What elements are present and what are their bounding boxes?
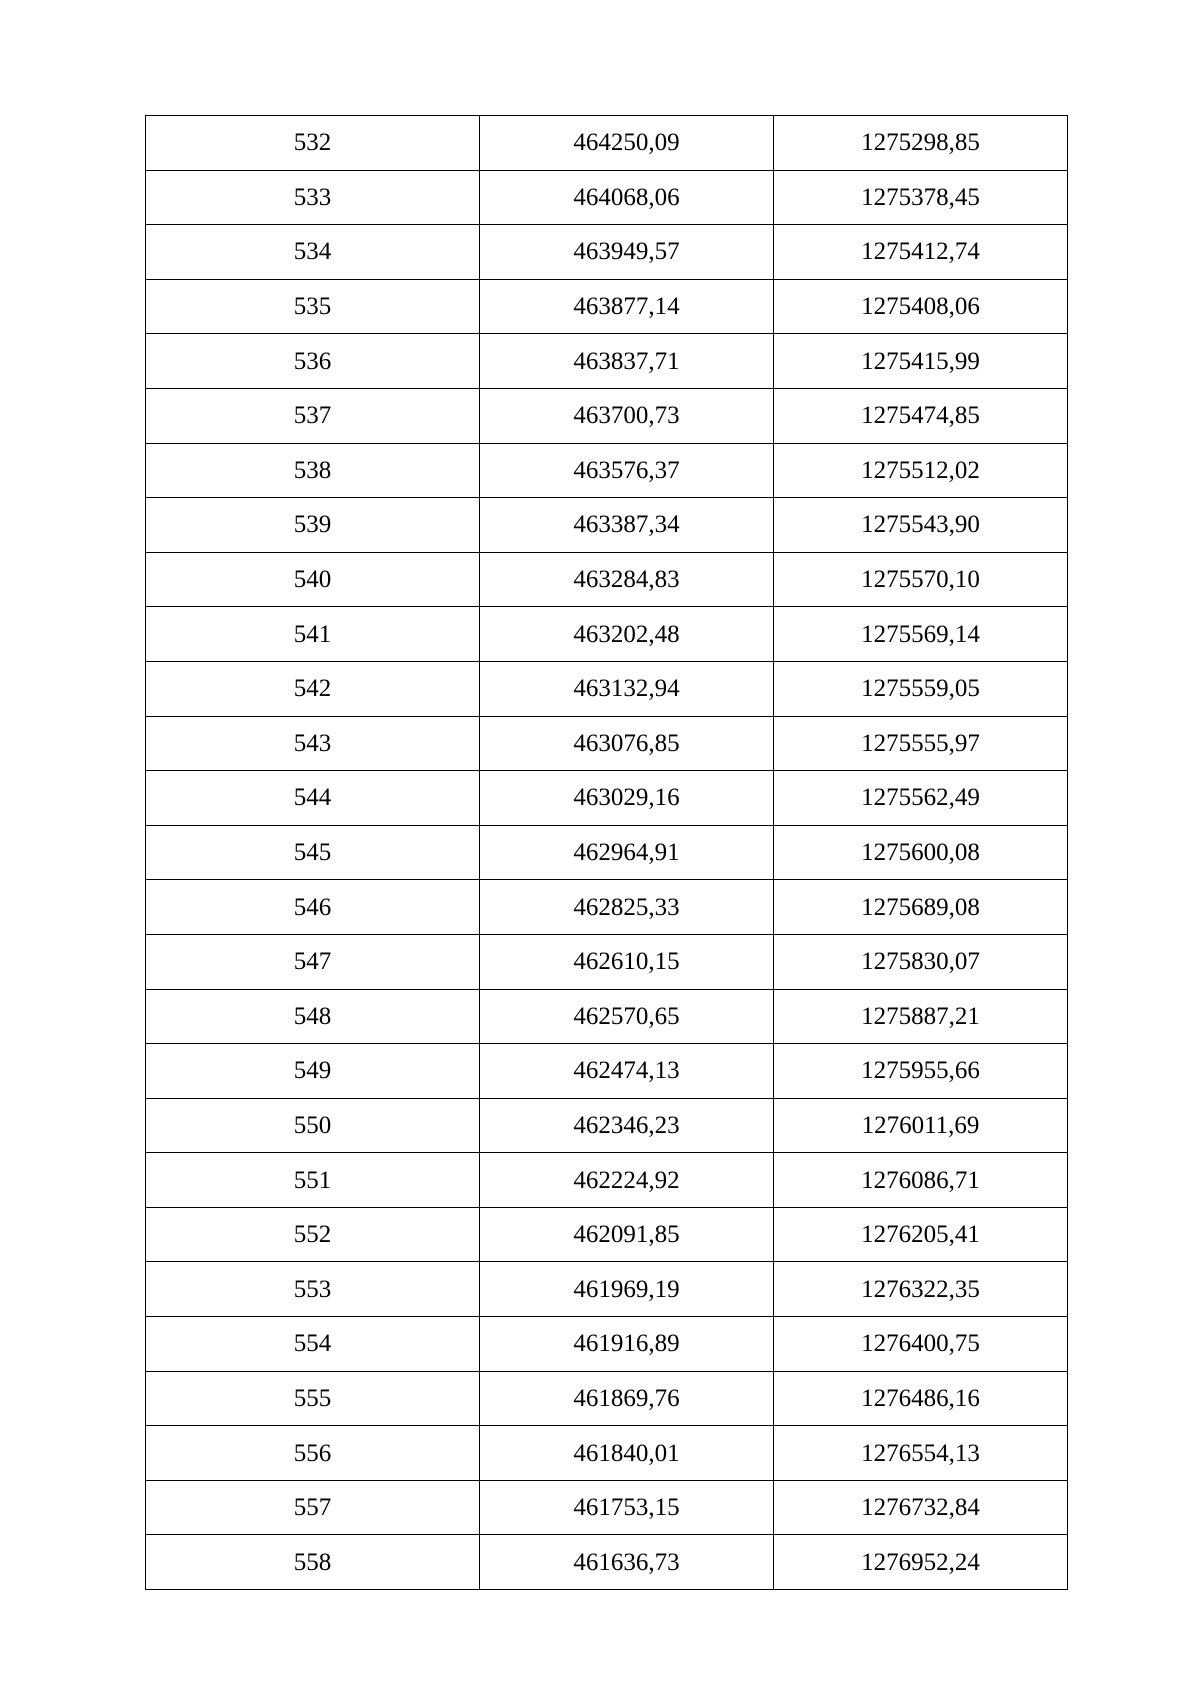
point-number-cell: 541 (146, 607, 480, 662)
x-coordinate-cell: 462346,23 (480, 1098, 774, 1153)
point-number-cell: 551 (146, 1153, 480, 1208)
y-coordinate-cell: 1275415,99 (774, 334, 1068, 389)
point-number-cell: 552 (146, 1207, 480, 1262)
point-number-cell: 548 (146, 989, 480, 1044)
table-row (146, 1480, 1068, 1535)
point-number-cell: 540 (146, 552, 480, 607)
table-row (146, 1426, 1068, 1481)
table-row (146, 1262, 1068, 1317)
y-coordinate-cell: 1275474,85 (774, 388, 1068, 443)
x-coordinate-cell: 464068,06 (480, 170, 774, 225)
point-number-cell: 546 (146, 880, 480, 935)
y-coordinate-cell: 1275570,10 (774, 552, 1068, 607)
y-coordinate-cell: 1276732,84 (774, 1480, 1068, 1535)
y-coordinate-cell: 1275408,06 (774, 279, 1068, 334)
y-coordinate-cell: 1275887,21 (774, 989, 1068, 1044)
point-number-cell: 535 (146, 279, 480, 334)
point-number-cell: 538 (146, 443, 480, 498)
x-coordinate-cell: 463076,85 (480, 716, 774, 771)
coordinates-table-body (146, 116, 1068, 1590)
x-coordinate-cell: 461840,01 (480, 1426, 774, 1481)
point-number-cell: 554 (146, 1317, 480, 1372)
y-coordinate-cell: 1275559,05 (774, 661, 1068, 716)
y-coordinate-cell: 1275830,07 (774, 934, 1068, 989)
x-coordinate-cell: 462825,33 (480, 880, 774, 935)
x-coordinate-cell: 462224,92 (480, 1153, 774, 1208)
point-number-cell: 547 (146, 934, 480, 989)
x-coordinate-cell: 463700,73 (480, 388, 774, 443)
point-number-cell: 539 (146, 498, 480, 553)
x-coordinate-cell: 463132,94 (480, 661, 774, 716)
table-row (146, 661, 1068, 716)
point-number-cell: 542 (146, 661, 480, 716)
y-coordinate-cell: 1276554,13 (774, 1426, 1068, 1481)
y-coordinate-cell: 1275543,90 (774, 498, 1068, 553)
table-row (146, 279, 1068, 334)
point-number-cell: 557 (146, 1480, 480, 1535)
y-coordinate-cell: 1275298,85 (774, 116, 1068, 171)
point-number-cell: 545 (146, 825, 480, 880)
table-row (146, 934, 1068, 989)
x-coordinate-cell: 461753,15 (480, 1480, 774, 1535)
y-coordinate-cell: 1276952,24 (774, 1535, 1068, 1590)
y-coordinate-cell: 1275562,49 (774, 771, 1068, 826)
table-row (146, 443, 1068, 498)
y-coordinate-cell: 1276400,75 (774, 1317, 1068, 1372)
point-number-cell: 532 (146, 116, 480, 171)
x-coordinate-cell: 463387,34 (480, 498, 774, 553)
y-coordinate-cell: 1276322,35 (774, 1262, 1068, 1317)
y-coordinate-cell: 1276086,71 (774, 1153, 1068, 1208)
x-coordinate-cell: 461916,89 (480, 1317, 774, 1372)
point-number-cell: 543 (146, 716, 480, 771)
x-coordinate-cell: 463576,37 (480, 443, 774, 498)
y-coordinate-cell: 1275569,14 (774, 607, 1068, 662)
x-coordinate-cell: 463949,57 (480, 225, 774, 280)
x-coordinate-cell: 463202,48 (480, 607, 774, 662)
table-row (146, 1317, 1068, 1372)
point-number-cell: 553 (146, 1262, 480, 1317)
point-number-cell: 537 (146, 388, 480, 443)
point-number-cell: 534 (146, 225, 480, 280)
table-row (146, 498, 1068, 553)
point-number-cell: 536 (146, 334, 480, 389)
y-coordinate-cell: 1275600,08 (774, 825, 1068, 880)
point-number-cell: 544 (146, 771, 480, 826)
y-coordinate-cell: 1275689,08 (774, 880, 1068, 935)
coordinates-table (145, 115, 1068, 1590)
y-coordinate-cell: 1275955,66 (774, 1044, 1068, 1099)
x-coordinate-cell: 464250,09 (480, 116, 774, 171)
x-coordinate-cell: 462610,15 (480, 934, 774, 989)
y-coordinate-cell: 1275378,45 (774, 170, 1068, 225)
point-number-cell: 550 (146, 1098, 480, 1153)
table-row (146, 1371, 1068, 1426)
x-coordinate-cell: 462570,65 (480, 989, 774, 1044)
table-row (146, 334, 1068, 389)
table-row (146, 116, 1068, 171)
x-coordinate-cell: 462091,85 (480, 1207, 774, 1262)
table-row (146, 225, 1068, 280)
y-coordinate-cell: 1275412,74 (774, 225, 1068, 280)
table-row (146, 771, 1068, 826)
table-row (146, 1535, 1068, 1590)
table-row (146, 607, 1068, 662)
x-coordinate-cell: 462964,91 (480, 825, 774, 880)
y-coordinate-cell: 1275555,97 (774, 716, 1068, 771)
y-coordinate-cell: 1275512,02 (774, 443, 1068, 498)
point-number-cell: 549 (146, 1044, 480, 1099)
table-row (146, 1207, 1068, 1262)
x-coordinate-cell: 461869,76 (480, 1371, 774, 1426)
y-coordinate-cell: 1276486,16 (774, 1371, 1068, 1426)
point-number-cell: 555 (146, 1371, 480, 1426)
point-number-cell: 556 (146, 1426, 480, 1481)
x-coordinate-cell: 462474,13 (480, 1044, 774, 1099)
table-row (146, 1044, 1068, 1099)
x-coordinate-cell: 463837,71 (480, 334, 774, 389)
point-number-cell: 558 (146, 1535, 480, 1590)
table-row (146, 825, 1068, 880)
y-coordinate-cell: 1276205,41 (774, 1207, 1068, 1262)
x-coordinate-cell: 461636,73 (480, 1535, 774, 1590)
table-row (146, 1153, 1068, 1208)
table-row (146, 388, 1068, 443)
table-row (146, 880, 1068, 935)
x-coordinate-cell: 463029,16 (480, 771, 774, 826)
table-row (146, 552, 1068, 607)
point-number-cell: 533 (146, 170, 480, 225)
table-row (146, 170, 1068, 225)
x-coordinate-cell: 463284,83 (480, 552, 774, 607)
table-row (146, 716, 1068, 771)
x-coordinate-cell: 463877,14 (480, 279, 774, 334)
y-coordinate-cell: 1276011,69 (774, 1098, 1068, 1153)
x-coordinate-cell: 461969,19 (480, 1262, 774, 1317)
table-row (146, 1098, 1068, 1153)
table-row (146, 989, 1068, 1044)
